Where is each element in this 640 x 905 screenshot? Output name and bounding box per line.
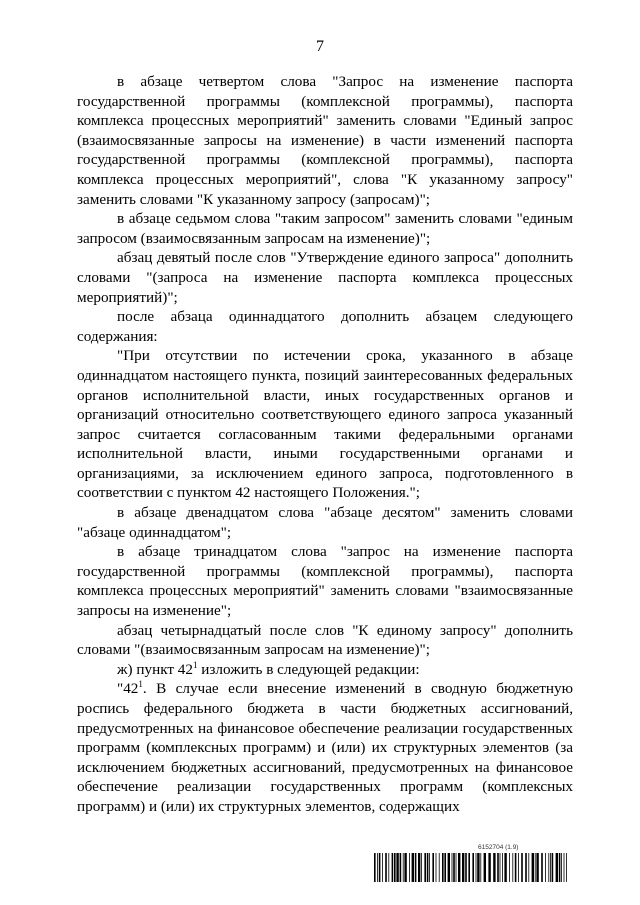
barcode-bar <box>497 853 499 882</box>
barcode-bar <box>444 853 446 882</box>
barcode-bar <box>462 853 464 882</box>
paragraph: абзац четырнадцатый после слов "К единому запросу" дополнить словами "(взаимосвязанным запросам на изменение)"; <box>77 621 573 659</box>
barcode-bar <box>385 853 387 882</box>
barcode-bar <box>552 853 554 882</box>
barcode-bar <box>512 853 513 882</box>
barcode-bar <box>396 853 398 882</box>
barcode-bar <box>550 853 551 882</box>
barcode-bar <box>453 853 455 882</box>
barcode-bar <box>452 853 453 882</box>
barcode-bar <box>548 853 549 882</box>
barcode-bar <box>561 853 562 882</box>
barcode-bar <box>382 853 383 882</box>
barcode-bar <box>488 853 490 882</box>
paragraph: после абзаца одиннадцатого дополнить абзацем следующего содержания: <box>77 308 573 345</box>
barcode-bar <box>404 853 406 882</box>
barcode-bar <box>409 853 410 882</box>
barcode-bar <box>564 853 565 882</box>
body-text <box>77 72 573 817</box>
barcode-bar <box>394 853 396 882</box>
item-zh-text: ж) пункт 42 <box>117 660 193 678</box>
barcode-image <box>374 853 568 882</box>
item-zh-text: изложить в следующей редакции: <box>197 660 420 678</box>
paragraph-item-42 <box>77 679 573 816</box>
barcode-bar <box>421 853 422 882</box>
barcode-bar <box>456 853 457 882</box>
barcode-bar <box>379 853 381 882</box>
barcode-bar <box>556 853 558 882</box>
superscript: 1 <box>138 679 143 690</box>
barcode-bar <box>377 853 378 882</box>
barcode-bar <box>525 853 527 882</box>
barcode-bar <box>388 853 389 882</box>
paragraph: в абзаце четвертом слова "Запрос на изменение паспорта государственной программы (комплексной программы), паспорта комплекса процессных мероприятий" заменить словами "Единый запрос (взаимосвязанные запросы на изменение) в части изменений паспорта государственной программы (комплексной программы), паспорта комплекса процессных мероприятий", слова "К указанному запросу" заменить словами "К указанному запросу (запросам)"; <box>77 73 573 208</box>
barcode-bar <box>477 853 479 882</box>
barcode-bar <box>532 853 534 882</box>
barcode-bar <box>415 853 417 882</box>
barcode-bar <box>515 853 517 882</box>
barcode-bar <box>403 853 404 882</box>
barcode-bar <box>500 853 501 882</box>
barcode-bar <box>518 853 519 882</box>
paragraph: абзац девятый после слов "Утверждение единого запроса" дополнить словами "(запроса на изменение паспорта комплекса процессных мероприятий)"; <box>77 249 573 306</box>
barcode-bar <box>521 853 523 882</box>
barcode-bar <box>429 853 430 882</box>
barcode-bar <box>400 853 402 882</box>
barcode-bar <box>559 853 561 882</box>
barcode-bar <box>536 853 538 882</box>
barcode-bar <box>493 853 495 882</box>
document-code: 6152704 (1.9) <box>478 844 519 851</box>
barcode-bar <box>418 853 420 882</box>
barcode-bar <box>476 853 477 882</box>
barcode-bar <box>424 853 426 882</box>
item-42-text: . В случае если внесение изменений в сводную бюджетную роспись федерального бюджета в части бюджетных ассигнований, предусмотренных на финансовое обеспечение реализации государственных программ (комплексных программ) и (или) их структурных элементов (за исключением бюджетных ассигнований, предусмотренных на финансовое обеспечение реализации государственных программ (комплексных программ) и (или) их структурных элементов, содержащих <box>77 680 573 815</box>
barcode-bar <box>528 853 529 882</box>
barcode-bar <box>480 853 481 882</box>
paragraph-item-zh <box>77 660 573 680</box>
barcode-bar <box>439 853 440 882</box>
barcode-bar <box>566 853 567 882</box>
barcode-bar <box>502 853 503 882</box>
barcode-bar <box>484 853 486 882</box>
barcode-bar <box>468 853 470 882</box>
barcode-bar <box>412 853 414 882</box>
paragraph: в абзаце двенадцатом слова "абзаце десятом" заменить словами "абзаце одиннадцатом"; <box>77 504 573 541</box>
barcode-bar <box>545 853 546 882</box>
barcode-bar <box>442 853 444 882</box>
barcode-bar <box>504 853 506 882</box>
paragraph: в абзаце седьмом слова "таким запросом" заменить словами "единым запросом (взаимосвязанным запросам на изменение)"; <box>77 210 573 247</box>
barcode-bar <box>535 853 536 882</box>
page-number: 7 <box>316 38 324 55</box>
barcode-bar <box>541 853 543 882</box>
barcode-bar <box>465 853 467 882</box>
paragraph: в абзаце тринадцатом слова "запрос на изменение паспорта государственной программы (комплексной программы), паспорта комплекса процессных мероприятий" заменить словами "взаимосвязанные запросы на изменение"; <box>77 543 573 620</box>
paragraph: "При отсутствии по истечении срока, указанного в абзаце одиннадцатом настоящего пункта, позиций заинтересованных федеральных органов исполнительной власти, иных государственных органов и организаций относительно соответствующего единого запроса указанный запрос считается согласованным такими федеральными органами исполнительной власти, иными государственными органами и организациями, за исключением единого запроса, подготовленного в соответствии с пунктом 42 настоящего Положения."; <box>77 347 573 502</box>
barcode-bar <box>432 853 434 882</box>
superscript: 1 <box>193 659 198 670</box>
barcode-bar <box>374 853 376 882</box>
barcode-bar <box>458 853 460 882</box>
item-42-text: "42 <box>117 680 139 698</box>
barcode-bar <box>448 853 450 882</box>
barcode-bar <box>509 853 510 882</box>
barcode-bar <box>436 853 437 882</box>
barcode-bar <box>392 853 394 882</box>
barcode-bar <box>427 853 429 882</box>
barcode-bar <box>472 853 474 882</box>
